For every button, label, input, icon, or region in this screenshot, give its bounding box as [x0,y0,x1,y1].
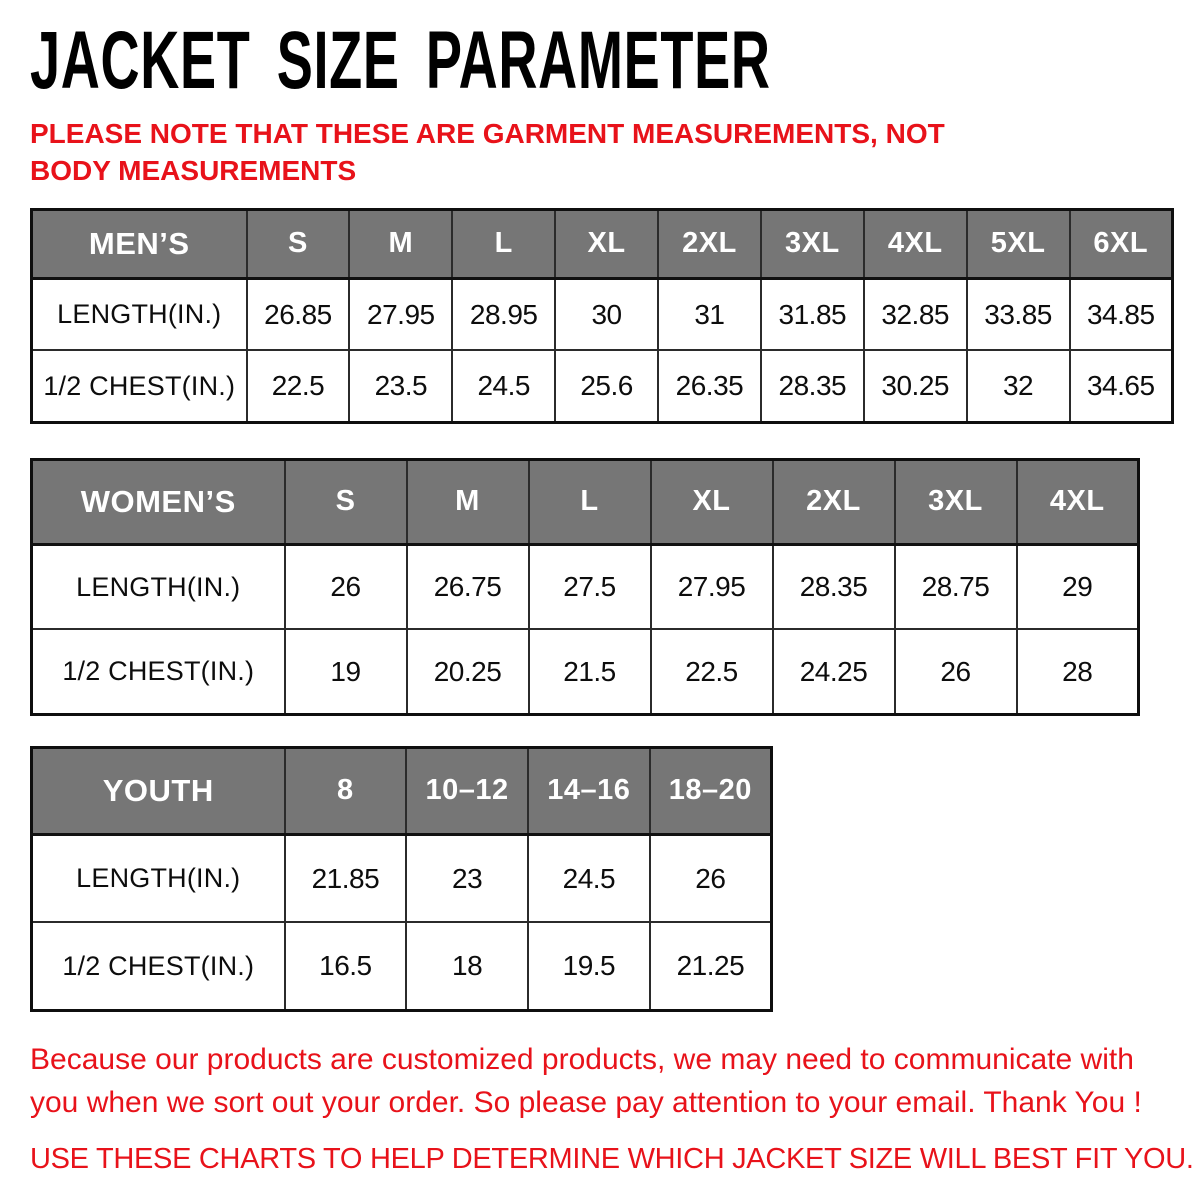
womens-size-table-header [32,459,1139,544]
womens-size-header-cell-6: 3XL [895,459,1017,544]
mens-value-r1-c4: 26.35 [658,350,761,422]
womens-value-r1-c2: 21.5 [529,629,651,714]
womens-header-row [32,459,1139,544]
youth-row-label-1: 1/2 CHEST(IN.) [32,922,285,1010]
womens-value-r0-c2: 27.5 [529,544,651,629]
mens-value-r1-c3: 25.6 [555,350,658,422]
youth-size-table-header [32,747,772,834]
womens-row-label-0: LENGTH(IN.) [32,544,285,629]
youth-value-r1-c1: 18 [406,922,528,1010]
youth-value-r0-c1: 23 [406,834,528,922]
mens-value-r1-c7: 32 [967,350,1070,422]
womens-value-r1-c5: 26 [895,629,1017,714]
mens-value-r0-c4: 31 [658,278,761,350]
youth-size-table [30,746,773,1012]
mens-size-header-cell-6: 3XL [761,209,864,278]
page-title: JACKET SIZE PARAMETER [30,15,771,106]
womens-size-header-cell-2: M [407,459,529,544]
youth-value-r0-c0: 21.85 [285,834,407,922]
womens-size-header-cell-5: 2XL [773,459,895,544]
mens-value-r1-c1: 23.5 [349,350,452,422]
mens-value-r0-c6: 32.85 [864,278,967,350]
womens-size-header-cell-3: L [529,459,651,544]
youth-header-row [32,747,772,834]
youth-value-r0-c3: 26 [650,834,772,922]
mens-row-label-1: 1/2 CHEST(IN.) [32,350,247,422]
womens-value-r0-c3: 27.95 [651,544,773,629]
mens-row-label-0: LENGTH(IN.) [32,278,247,350]
mens-size-header-cell-7: 4XL [864,209,967,278]
mens-header-row [32,209,1173,278]
womens-size-table-body [32,544,1139,714]
womens-table-title-cell: WOMEN’S [32,459,285,544]
mens-size-header-cell-5: 2XL [658,209,761,278]
mens-table-title-cell: MEN’S [32,209,247,278]
youth-size-header-cell-3: 14–16 [528,747,650,834]
mens-size-header-cell-4: XL [555,209,658,278]
chart-usage-advice: USE THESE CHARTS TO HELP DETERMINE WHICH JACKET SIZE WILL BEST FIT YOU. [30,1142,1194,1175]
mens-value-r0-c0: 26.85 [247,278,350,350]
youth-value-r1-c2: 19.5 [528,922,650,1010]
womens-value-r0-c6: 29 [1017,544,1139,629]
mens-value-r1-c2: 24.5 [452,350,555,422]
youth-value-r0-c2: 24.5 [528,834,650,922]
mens-value-r0-c2: 28.95 [452,278,555,350]
youth-row-label-0: LENGTH(IN.) [32,834,285,922]
mens-size-header-cell-2: M [349,209,452,278]
womens-row-label-1: 1/2 CHEST(IN.) [32,629,285,714]
mens-measurement-row-0 [32,278,1173,350]
womens-size-header-cell-7: 4XL [1017,459,1139,544]
mens-value-r0-c3: 30 [555,278,658,350]
mens-value-r1-c8: 34.65 [1070,350,1173,422]
mens-size-table-header [32,209,1173,278]
youth-measurement-row-1 [32,922,772,1010]
youth-size-table-body [32,834,772,1010]
mens-value-r0-c7: 33.85 [967,278,1070,350]
mens-size-header-cell-1: S [247,209,350,278]
womens-value-r1-c0: 19 [285,629,407,714]
mens-value-r0-c1: 27.95 [349,278,452,350]
womens-value-r0-c1: 26.75 [407,544,529,629]
mens-value-r1-c6: 30.25 [864,350,967,422]
mens-size-header-cell-9: 6XL [1070,209,1173,278]
mens-size-table-body [32,278,1173,422]
customization-communication-note: Because our products are customized products, we may need to communicate with you when we sort out your order. So please pay attention to your email. Thank You ! [30,1042,1142,1120]
youth-value-r1-c0: 16.5 [285,922,407,1010]
youth-size-header-cell-1: 8 [285,747,407,834]
youth-table-title-cell: YOUTH [32,747,285,834]
womens-size-header-cell-1: S [285,459,407,544]
mens-size-table [30,208,1174,424]
womens-value-r1-c1: 20.25 [407,629,529,714]
mens-value-r1-c0: 22.5 [247,350,350,422]
mens-size-header-cell-3: L [452,209,555,278]
womens-value-r1-c3: 22.5 [651,629,773,714]
womens-value-r0-c5: 28.75 [895,544,1017,629]
youth-measurement-row-0 [32,834,772,922]
womens-size-header-cell-4: XL [651,459,773,544]
womens-value-r1-c4: 24.25 [773,629,895,714]
womens-measurement-row-0 [32,544,1139,629]
womens-value-r0-c0: 26 [285,544,407,629]
youth-size-header-cell-2: 10–12 [406,747,528,834]
mens-measurement-row-1 [32,350,1173,422]
womens-value-r1-c6: 28 [1017,629,1139,714]
youth-size-header-cell-4: 18–20 [650,747,772,834]
youth-value-r1-c3: 21.25 [650,922,772,1010]
mens-value-r1-c5: 28.35 [761,350,864,422]
mens-size-header-cell-8: 5XL [967,209,1070,278]
womens-measurement-row-1 [32,629,1139,714]
womens-size-table [30,458,1140,716]
garment-measurement-note: PLEASE NOTE THAT THESE ARE GARMENT MEASUREMENTS, NOT BODY MEASUREMENTS [30,118,945,186]
mens-value-r0-c5: 31.85 [761,278,864,350]
mens-value-r0-c8: 34.85 [1070,278,1173,350]
womens-value-r0-c4: 28.35 [773,544,895,629]
